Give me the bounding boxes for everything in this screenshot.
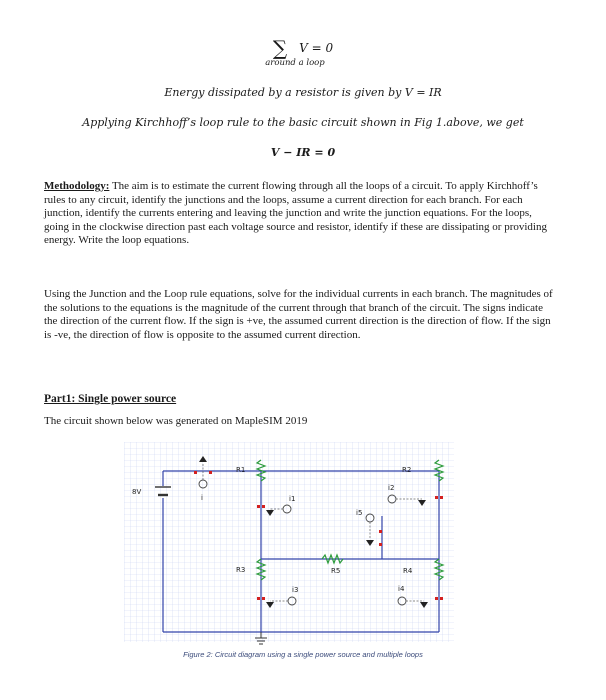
methodology-text: The aim is to estimate the current flowing through all the loops of a circuit. To apply Kirchhoff’s rules to any circuit, identify the junctions and the loops, assume a current direction for each branch. For each junction, identify the currents entering and leaving the junction and write the junction equations. For the loops, going in the clockwise direction past each voltage source and resistor, identify if these are dissipating or providing energy. Write the loop equations.	[44, 180, 547, 247]
current-sensor-i2-label: i2	[388, 484, 395, 492]
methodology-heading: Methodology:	[44, 180, 110, 192]
port-marker	[440, 597, 443, 600]
current-sensor-i3-label: i3	[292, 586, 299, 594]
current-sensor-i5-label: i5	[356, 509, 363, 517]
current-sensor-i4-label: i4	[398, 585, 405, 593]
port-marker	[257, 505, 260, 508]
kirchhoff-sum-equation	[0, 36, 606, 60]
port-marker	[209, 471, 212, 474]
port-marker	[262, 505, 265, 508]
sum-equation-text: V = 0	[299, 41, 334, 55]
current-sensor-i1-label: i1	[289, 495, 296, 503]
port-marker	[257, 597, 260, 600]
methodology-paragraph	[44, 180, 554, 248]
port-marker	[435, 597, 438, 600]
figure-caption: Figure 2: Circuit diagram using a single power source and multiple loops	[183, 650, 423, 659]
loop-result-equation: V − IR = 0	[270, 146, 336, 159]
resistor-r1-label: R1	[236, 466, 246, 474]
sigma-symbol: ∑	[272, 36, 288, 60]
port-marker	[262, 597, 265, 600]
junction-rule-paragraph: Using the Junction and the Loop rule equations, solve for the individual currents in each branch. The magnitudes of the solutions to the equations is the magnitude of the current through that branch of the circuit. The signs indicate the direction of the current flow. If the sign is +ve, the assumed current direction is the direction of flow. If the sign is -ve, the direction of flow is opposite to the assumed current direction.	[44, 288, 553, 341]
current-sensor-i-label: i	[201, 494, 203, 502]
sum-subscript: around a loop	[265, 58, 325, 68]
part1-description: The circuit shown below was generated on MapleSIM 2019	[44, 415, 308, 427]
port-marker	[194, 471, 197, 474]
port-marker	[435, 496, 438, 499]
energy-statement: Energy dissipated by a resistor is given by V = IR	[164, 86, 442, 99]
resistor-r2-label: R2	[402, 466, 412, 474]
resistor-r4-label: R4	[403, 567, 413, 575]
port-marker	[440, 496, 443, 499]
resistor-r5-label: R5	[331, 567, 341, 575]
circuit-diagram	[124, 442, 454, 647]
applying-statement: Applying Kirchhoff’s loop rule to the basic circuit shown in Fig 1.above, we get	[82, 116, 524, 129]
source-label: 8V	[132, 488, 142, 496]
part1-title: Part1: Single power source	[44, 393, 177, 405]
port-marker	[379, 530, 382, 533]
resistor-r3-label: R3	[236, 566, 246, 574]
port-marker	[379, 543, 382, 546]
